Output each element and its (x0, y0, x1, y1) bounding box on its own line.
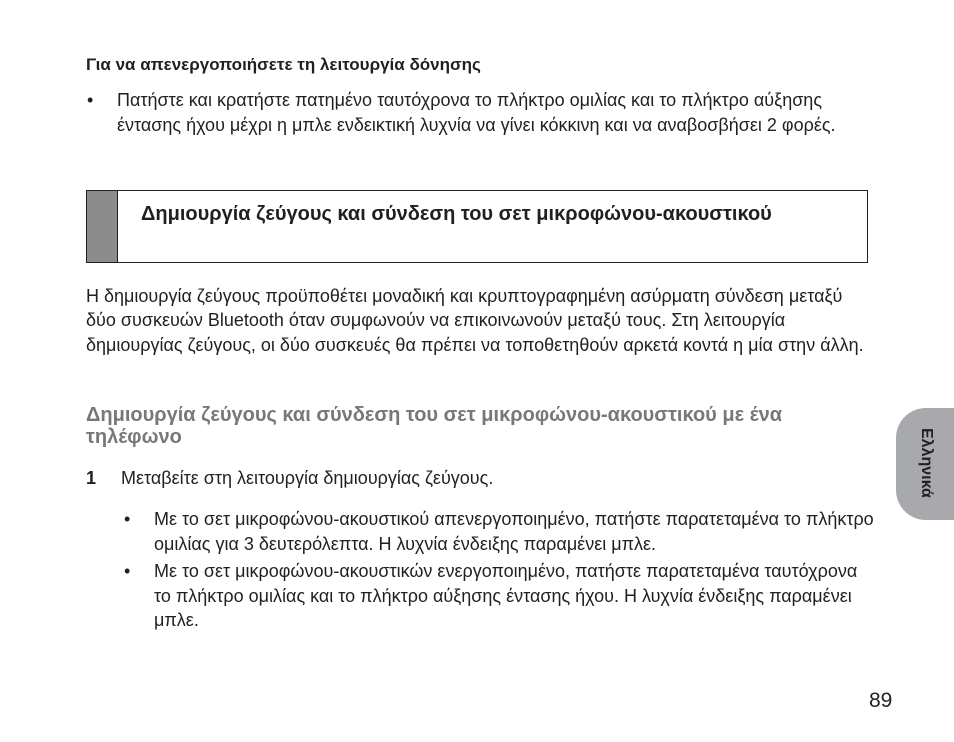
list-item (87, 88, 837, 137)
language-tab (896, 408, 954, 520)
bullet-icon: • (87, 90, 94, 110)
list-item (124, 559, 874, 633)
language-tab-label: Ελληνικά (918, 428, 935, 498)
phone-pairing-list (124, 507, 874, 636)
vibration-off-list (87, 88, 837, 137)
phone-pairing-heading: Δημιουργία ζεύγους και σύνδεση του σετ μικροφώνου-ακουστικού με ένα τηλέφωνο (86, 404, 783, 448)
step-text: Μεταβείτε στη λειτουργία δημιουργίας ζεύγους. (121, 468, 494, 488)
section-header-box (86, 190, 868, 263)
intro-paragraph: Η δημιουργία ζεύγους προϋποθέτει μοναδική και κρυπτογραφημένη ασύρματη σύνδεση μεταξύ δύο συσκευών Bluetooth όταν συμφωνούν να επικοινωνούν μεταξύ τους. Στη λειτουργία δημιουργίας ζεύγους, οι δύο συσκευές θα πρέπει να τοποθετηθούν αρκετά κοντά η μία στην άλλη. (86, 286, 864, 355)
page-number: 89 (869, 689, 893, 712)
section-header-bar (87, 191, 118, 262)
list-item-text: Πατήστε και κρατήστε πατημένο ταυτόχρονα το πλήκτρο ομιλίας και το πλήκτρο αύξησης έντασης ήχου μέχρι η μπλε ενδεικτική λυχνία να γίνει κόκκινη και να αναβοσβήσει 2 φορές. (117, 90, 836, 135)
step-number: 1 (86, 468, 97, 488)
vibration-off-heading: Για να απενεργοποιήσετε τη λειτουργία δόνησης (86, 55, 481, 74)
list-item-text: Με το σετ μικροφώνου-ακουστικού απενεργοποιημένο, πατήστε παρατεταμένα το πλήκτρο ομιλίας για 3 δευτερόλεπτα. Η λυχνία ένδειξης παραμένει μπλε. (154, 509, 874, 554)
bullet-icon: • (124, 561, 131, 581)
list-item (124, 507, 874, 556)
list-item-text: Με το σετ μικροφώνου-ακουστικών ενεργοποιημένο, πατήστε παρατεταμένα ταυτόχρονα το πλήκτρο ομιλίας και το πλήκτρο αύξησης έντασης ήχου. Η λυχνία ένδειξης παραμένει μπλε. (154, 561, 858, 630)
section-title: Δημιουργία ζεύγους και σύνδεση του σετ μικροφώνου-ακουστικού (141, 203, 772, 225)
bullet-icon: • (124, 509, 131, 529)
step-1 (86, 466, 493, 490)
